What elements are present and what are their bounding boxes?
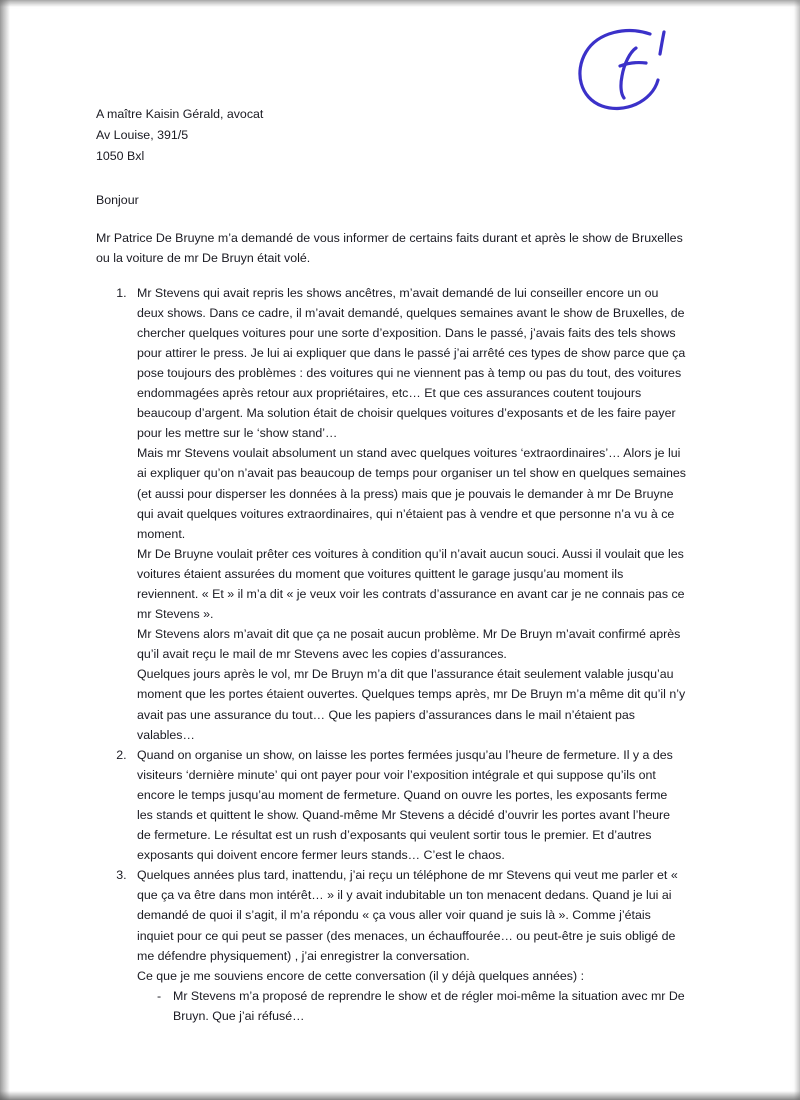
claim-2-paragraph-1: 2. Quand on organise un show, on laisse les portes fermées jusqu’au l’heure de fermeture. Il y a des visiteurs ‘dernière minute’ qui ont payer pour voir l’exposition intégrale et qui suppose qu’ils ont encore le temps jusqu’au moment de fermeture. Quand on ouvre les portes, les exposants ferme les stands et quittent le show. Quand-même Mr Stevens a décidé d’ouvrir les portes avant l’heure de fermeture. Le résultat est un rush d’exposants qui veulent sortir tous le premier. Et d’autres exposants qui doivent encore fermer leurs stands… C’est le chaos.: [137, 747, 673, 863]
numbered-claims-list: [96, 283, 686, 1026]
claim-3-paragraph-2: Ce que je me souviens encore de cette conversation (il y déjà quelques années) :: [137, 968, 585, 983]
claim-1-paragraph-4: Mr Stevens alors m’avait dit que ça ne posait aucun problème. Mr De Bruyn m’avait confirmé après qu’il avait reçu le mail de mr Stevens avec les copies d’assurances.: [137, 627, 681, 662]
recipient-line-1: A maître Kaisin Gérald, avocat: [96, 107, 264, 121]
claim-1-paragraph-5: Quelques jours après le vol, mr De Bruyn m’a dit que l’assurance était seulement valable jusqu’au moment que les portes étaient ouvertes. Quelques temps après, mr De Bruyn m’a même dit qu’il n’y avait pas une assurance du tout… Que les papiers d’assurances dans le mail n’étaient pas valables…: [137, 667, 686, 742]
claim-3-paragraph-1: 3. Quelques années plus tard, inattendu, j’ai reçu un téléphone de mr Stevens qui veut me parler et « que ça va être dans mon intérêt… » il y avait indubitable un ton menacent dedans. Quand je lui ai demandé de quoi il s’agit, il m’a répondu « ça vous aller voir quand je suis là ». Comme j’étais inquiet pour ce qui peut se passer (des menaces, un échauffourée… ou peut-être je suis obligé de me défendre physiquement) , j’ai enregistrer la conversation.: [137, 868, 678, 963]
scan-edge-top: [0, 0, 800, 7]
list-item: [130, 283, 686, 745]
claim-3-sub-list: [137, 986, 686, 1026]
recipient-line-3: 1050 Bxl: [96, 149, 145, 164]
list-item: - Mr Stevens m’a proposé de reprendre le show et de régler moi-même la situation avec mr De Bruyn. Que j’ai réfusé…: [157, 986, 686, 1026]
claim-1-paragraph-2: Mais mr Stevens voulait absolument un stand avec quelques voitures ‘extraordinaires’… Alors je lui ai expliquer qu’on n’avait pas beaucoup de temps pour organiser un tel show en quelques semaines (et aussi pour disperser les données à la press) mais que je pouvais le demander à mr De Bruyne qui avait quelques voitures extraordinaires, qui n’étaient pas à vendre et que personne n’a vu à ce moment.: [137, 446, 686, 541]
intro-paragraph: Mr Patrice De Bruyne m’a demandé de vous informer de certains faits durant et après le show de Bruxelles ou la voiture de mr De Bruyn était volé.: [96, 231, 683, 266]
claim-1-paragraph-3: Mr De Bruyne voulait prêter ces voitures à condition qu’il n’avait aucun souci. Aussi il voulait que les voitures étaient assurées du moment que voitures quittent le garage jusqu’au moment ils reviennent. « Et » il m’a dit « je veux voir les contrats d’assurance en avant car je ne connais pas ce mr Stevens ».: [137, 546, 685, 622]
handwritten-initial-mark: [572, 22, 682, 114]
scan-edge-left: [0, 0, 10, 1100]
list-item: [130, 745, 686, 866]
greeting: Bonjour: [96, 193, 139, 208]
recipient-line-2: Av Louise, 391/5: [96, 128, 189, 143]
letter-body: [96, 104, 686, 1026]
scan-edge-right: [794, 0, 800, 1100]
recipient-block: [96, 104, 686, 166]
scan-edge-bottom: [0, 1091, 800, 1100]
claim-1-paragraph-1: 1. Mr Stevens qui avait repris les shows ancêtres, m’avait demandé de lui conseiller encore un ou deux shows. Dans ce cadre, il m’avait demandé, quelques semaines avant le show de Bruxelles, de chercher quelques voitures pour une sorte d’exposition. Dans le passé, j’avais faits des tels shows pour attirer le press. Je lui ai expliquer que dans le passé j’ai arrêté ces types de show parce que ça pose toujours des problèmes : des voitures qui ne viennent pas à temp ou pas du tout, des voitures endommagées après retour aux propriétaires, etc… Et que ces assurances coutent toujours beaucoup d’argent. Ma solution était de choisir quelques voitures d’exposants et de les faire payer pour les mettre sur le ‘show stand’…: [137, 285, 686, 441]
list-item: [130, 865, 686, 1026]
